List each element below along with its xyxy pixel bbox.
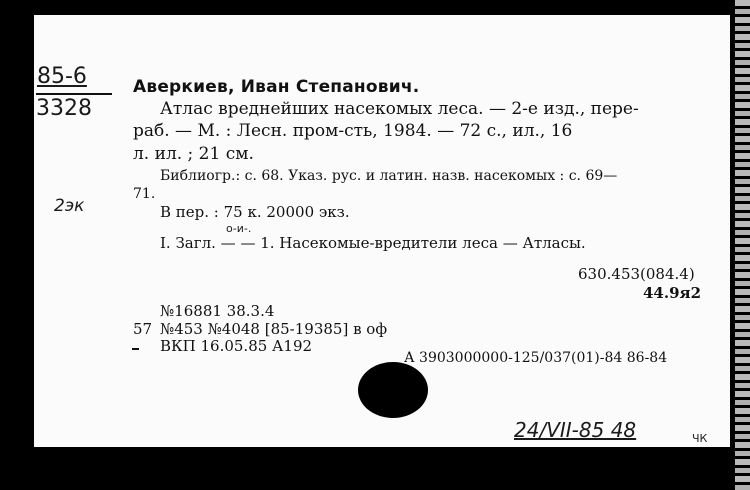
tech-line-2: №453 №4048 [85-19385] в оф — [160, 320, 388, 338]
tech-dash — [132, 348, 139, 350]
price-line: В пер. : 75 к. 20000 экз. — [160, 203, 350, 221]
card-edge — [735, 0, 750, 490]
bbk-number: 44.9я2 — [643, 284, 702, 302]
publication-code: А 3903000000-125/037(01)-84 86-84 — [404, 350, 668, 366]
bibliography-line-2: 71. — [133, 186, 156, 202]
author-heading: Аверкиев, Иван Степанович. — [133, 77, 420, 97]
subject-headings: I. Загл. — — 1. Насекомые-вредители леса — Атласы. — [160, 234, 586, 252]
udc-number: 630.453(084.4) — [578, 265, 695, 283]
title-line-2: раб. — М. : Лесн. пром-сть, 1984. — 72 с., ил., 16 — [133, 121, 573, 141]
tech-line-3: ВКП 16.05.85 А192 — [160, 337, 313, 355]
bibliography-line-1: Библиогр.: с. 68. Указ. рус. и латин. назв. насекомых : с. 69— — [160, 168, 618, 184]
shelf-mark-divider — [36, 93, 112, 95]
tech-line-2-prefix: 57 — [133, 320, 153, 338]
title-line-1: Атлас вреднейших насекомых леса. — 2-е изд., пере- — [160, 99, 639, 119]
tech-line-1: №16881 38.3.4 — [160, 302, 275, 320]
title-line-3: л. ил. ; 21 см. — [133, 144, 254, 164]
handwritten-mark: о-и-. — [226, 222, 252, 235]
punch-hole — [358, 362, 428, 418]
accession-note: 24/VII-85 48 — [514, 418, 637, 442]
initials-mark: ЧК — [692, 432, 708, 445]
copies-note: 2эк — [54, 196, 85, 216]
shelf-mark-top: 85-6 — [37, 64, 87, 89]
shelf-mark-bottom: 3328 — [36, 96, 92, 121]
